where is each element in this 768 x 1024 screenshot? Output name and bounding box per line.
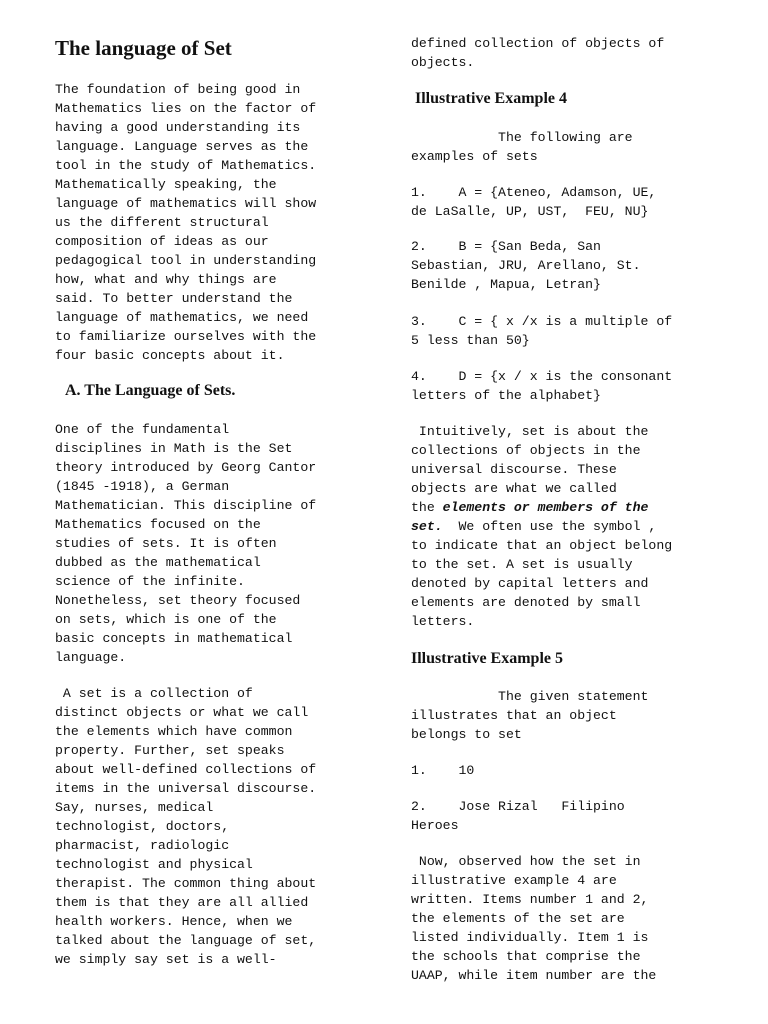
example-4-item-1: 1. A = {Ateneo, Adamson, UE, de LaSalle, UP, UST, FEU, NU} [411,185,657,219]
example-5-item-2: 2. Jose Rizal Filipino Heroes [411,799,625,833]
example-5-heading: Illustrative Example 5 [411,650,563,667]
example-4-item-3: 3. C = { x /x is a multiple of 5 less than 50} [411,314,673,348]
elements-term: elements or members of the [442,500,649,515]
continuation-text: defined collection of objects of objects. [411,36,665,70]
page-title: The language of Set [55,36,232,60]
example-4-item-2: 2. B = {San Beda, San Sebastian, JRU, Arellano, St. Benilde , Mapua, Letran} [411,239,641,292]
intuitive-text-a: Intuitively, set is about the collections of objects in the universal discourse. These objects are what we called the [411,424,649,515]
set-theory-paragraph: One of the fundamental disciplines in Math is the Set theory introduced by Georg Cantor (1845 -1918), a German Mathematician. This discipline of Mathematics focused on the studies of sets. It is often dubbed as the mathematical science of the infinite. Nonetheless, set theory focused on sets, which is one of the basic concepts in mathematical language. [55,422,317,665]
closing-paragraph: Now, observed how the set in illustrative example 4 are written. Items number 1 and 2, the elements of the set are listed individually. Item 1 is the schools that comprise the UAAP, while item number are the [411,854,657,983]
set-term: set. [411,519,443,534]
set-definition-paragraph: A set is a collection of distinct objects or what we call the elements which have common property. Further, set speaks about well-defined collections of items in the universal discourse. Say, nurses, medical technologist, doctors, pharmacist, radiologic technologist and physical therapist. The common thing about them is that they are all allied health workers. Hence, when we talked about the language of set, we simply say set is a well- [55,686,317,967]
example-4-intro: The following are examples of sets [411,130,633,164]
example-4-heading: Illustrative Example 4 [415,90,567,107]
intuitive-text-b: We often use the symbol , to indicate that an object belong to the set. A set is usually denoted by capital letters and elements are denoted by small letters. [411,519,673,629]
example-5-intro: The given statement illustrates that an object belongs to set [411,689,649,742]
example-4-item-4: 4. D = {x / x is the consonant letters of the alphabet} [411,369,673,403]
example-5-item-1: 1. 10 [411,763,475,778]
section-heading: A. The Language of Sets. [65,382,236,399]
intuitive-paragraph [411,422,672,631]
intro-paragraph: The foundation of being good in Mathematics lies on the factor of having a good understanding its language. Language serves as the tool in the study of Mathematics. Mathematically speaking, the language of mathematics will show us the different structural composition of ideas as our pedagogical tool in understanding how, what and why things are said. To better understand the language of mathematics, we need to familiarize ourselves with the four basic concepts about it. [55,82,317,363]
